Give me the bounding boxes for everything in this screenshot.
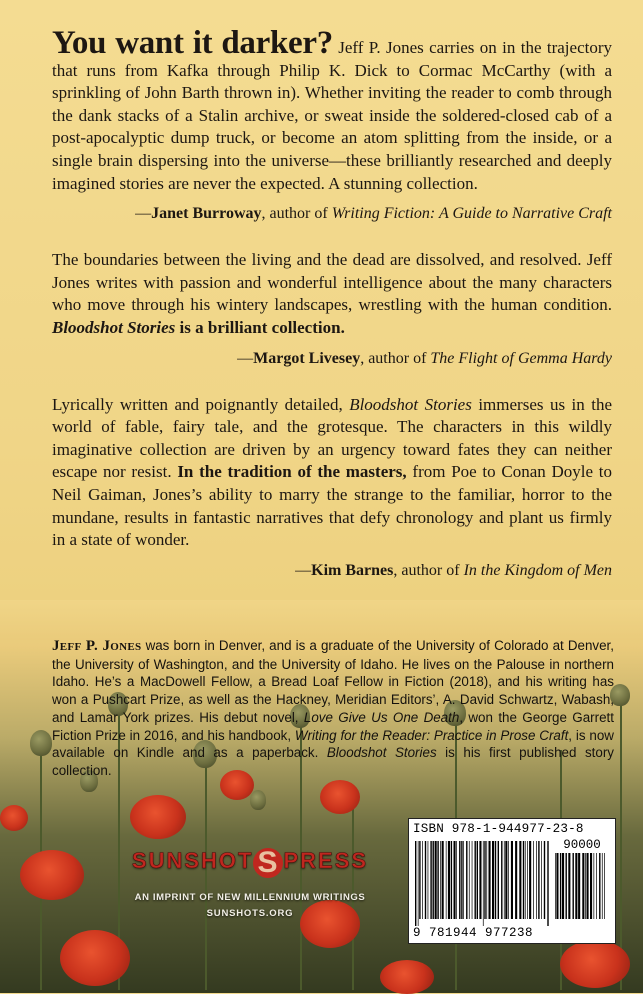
- barcode-bar: [585, 853, 586, 919]
- publisher-logo: [100, 848, 400, 919]
- price-code: 90000: [563, 838, 601, 852]
- blurb-emphasis: In the tradition of the masters,: [177, 462, 407, 482]
- sun-s-emblem-icon: S: [253, 848, 283, 878]
- barcode-bar: [508, 841, 509, 919]
- barcode-bar: [489, 841, 491, 919]
- isbn-barcode: [408, 818, 616, 944]
- barcode-bar: [442, 841, 444, 919]
- barcode-bar: [575, 853, 577, 919]
- barcode-bar: [523, 841, 524, 919]
- barcode-bar: [451, 841, 452, 919]
- attribution-livesey: [52, 348, 612, 370]
- attribution-author-of: , author of: [261, 205, 332, 223]
- barcode-bar: [536, 841, 537, 919]
- barcode-bar: [448, 841, 450, 919]
- barcode-bar: [498, 841, 499, 919]
- blurb-book-title: Bloodshot Stories: [349, 394, 472, 414]
- barcode-bar: [446, 841, 447, 919]
- barcode-bar: [495, 841, 496, 919]
- barcode-bar: [604, 853, 605, 919]
- barcode-bar: [562, 853, 564, 919]
- barcode-bar: [501, 841, 502, 919]
- barcode-bar: [544, 841, 545, 919]
- blurb-emphasis: is a brilliant collection.: [175, 317, 345, 337]
- blurb-book-title: Bloodshot Stories: [52, 317, 176, 337]
- barcode-bar: [422, 841, 423, 919]
- barcode-bar: [435, 841, 437, 919]
- barcode-bar: [454, 841, 456, 919]
- barcode-bar: [504, 841, 505, 919]
- barcode-bar: [415, 841, 416, 927]
- barcode-bar: [529, 841, 531, 919]
- barcode-bar: [419, 841, 420, 919]
- barcode-bar: [472, 841, 473, 919]
- blurb-text: The boundaries between the living and the dead are dissolved, and resolved. Jeff Jones writes with passion and wonderful intelligence about the many characters who move through his wintery landscapes, wrestling with the human condition.: [52, 250, 612, 315]
- bio-text: was born in Denver, and is a graduate of the University of Colorado at Denver, the University of Washington, and the University of Idaho. He lives on the Palouse in northern Idaho. He’s a MacDowell Fellow, a Bread Loaf Fellow in Fiction (2018), and his writing has won a Pushcart Prize, as well as the Hackney, Meridian Editors’, A. David Schwartz, Wabash, and Lamar York prizes. His debut novel,: [52, 638, 614, 725]
- barcode-bar: [459, 841, 460, 919]
- barcode-bar: [596, 853, 597, 919]
- barcode-bar: [466, 841, 467, 919]
- barcode-bar: [533, 841, 534, 919]
- barcode-bar: [555, 853, 556, 919]
- barcode-bar: [505, 841, 507, 919]
- attribution-barnes: [52, 560, 612, 582]
- blurb-burroway: [52, 25, 612, 195]
- barcode-bar: [461, 841, 462, 919]
- barcode-bar: [599, 853, 600, 919]
- attribution-author: Kim Barnes: [311, 561, 394, 579]
- barcode-bar: [573, 853, 574, 919]
- barcode-bar: [437, 841, 438, 919]
- attribution-author-of: , author of: [360, 349, 431, 367]
- barcode-bar: [556, 853, 558, 919]
- attribution-dash: —: [295, 561, 312, 579]
- blurb-barnes: [52, 394, 612, 552]
- barcode-bar: [483, 841, 484, 927]
- attribution-burroway: [52, 203, 612, 225]
- barcode-bar: [492, 841, 494, 919]
- bio-collection-title: Bloodshot Stories: [326, 745, 437, 761]
- barcode-bar: [547, 841, 548, 927]
- barcode-bar: [425, 841, 426, 919]
- attribution-author-of: , author of: [393, 561, 464, 579]
- barcode-bar: [428, 841, 429, 919]
- barcode-bar: [463, 841, 464, 919]
- ean-barcode-bars: [415, 841, 549, 927]
- barcode-bar: [433, 841, 434, 919]
- ean-digits: 9 781944 977238: [413, 926, 553, 940]
- attribution-dash: —: [237, 349, 254, 367]
- bio-handbook-title: Writing for the Reader: Practice in Prose Craft: [294, 727, 569, 743]
- barcode-bar: [430, 841, 431, 919]
- blurb-text: Jeff P. Jones carries on in the trajectory that runs from Kafka through Philip K. Dick to Cormac McCarthy (with a sprinkling of John Barth thrown in). Whether inviting the reader to comb through the dank stacks of a Stalin archive, or sweat inside the soldered-closed cab of a post-apocalyptic dump truck, or become an atom splitting from the inside, or a single brain dispersing into the universe—these brilliantly researched and deeply imagined stories are never the expected. A stunning collection.: [52, 38, 612, 193]
- back-cover-text: [52, 25, 613, 582]
- barcode-bar: [511, 841, 513, 919]
- blurb-text: from Poe to Conan Doyle to Neil Gaiman, Jones’s ability to marry the strange to the familiar, horror to the mundane, results in fantastic narratives that defy chronology and plant us firmly in a state of wonder.: [52, 462, 613, 550]
- publisher-wordmark: [100, 848, 400, 878]
- barcode-bar: [527, 841, 528, 919]
- barcode-bar: [578, 853, 580, 919]
- barcode-bar: [568, 853, 570, 919]
- barcode-bar: [566, 853, 567, 919]
- attribution-author: Margot Livesey: [253, 349, 361, 367]
- blurb-livesey: [52, 249, 612, 339]
- bio-text: , won the George Garrett Fiction Prize in 2016, and his handbook,: [52, 709, 614, 743]
- barcode-bar: [602, 853, 603, 919]
- bio-author-name: Jeff P. Jones: [52, 638, 142, 654]
- barcode-bar: [525, 841, 526, 919]
- barcode-bar: [582, 853, 584, 919]
- barcode-bar: [477, 841, 478, 919]
- barcode-bar: [541, 841, 542, 919]
- wordmark-left: SUNSHOT: [131, 848, 254, 873]
- attribution-work: Writing Fiction: A Guide to Narrative Craft: [331, 205, 612, 223]
- barcode-bar: [515, 841, 517, 919]
- author-bio: [52, 637, 614, 780]
- barcode-bar: [418, 841, 419, 927]
- barcode-bar: [479, 841, 481, 919]
- barcode-bar: [538, 841, 539, 919]
- publisher-url: SUNSHOTS.ORG: [206, 908, 294, 919]
- wordmark-right: PRESS: [283, 848, 369, 873]
- attribution-author: Janet Burroway: [151, 205, 262, 223]
- blurb-text: Lyrically written and poignantly detailed,: [52, 394, 350, 414]
- barcode-bar: [469, 841, 470, 919]
- barcode-bar: [475, 841, 476, 919]
- blurb-text: immerses us in the world of fable, fairy tale, and the grotesque. The characters in this wildly imaginative collection are driven by an urgency toward fates they can neither escape nor resist.: [52, 394, 613, 482]
- bio-novel-title: Love Give Us One Death: [303, 709, 460, 725]
- barcode-bar: [440, 841, 441, 919]
- barcode-bar: [456, 841, 457, 919]
- barcode-bar: [519, 841, 521, 919]
- bio-text: is his first published story collection.: [52, 745, 614, 778]
- publisher-tagline: AN IMPRINT OF NEW MILLENNIUM WRITINGS: [134, 892, 366, 903]
- supplement-barcode-bars: [555, 853, 607, 927]
- attribution-work: The Flight of Gemma Hardy: [430, 349, 612, 367]
- barcode-bar: [590, 853, 592, 919]
- barcode-bar: [560, 853, 561, 919]
- blurb-lead-heading: You want it darker?: [52, 25, 333, 61]
- attribution-dash: —: [135, 205, 152, 223]
- attribution-work: In the Kingdom of Men: [463, 561, 612, 579]
- barcode-bar: [484, 841, 485, 919]
- bio-text: , is now available on Kindle and as a paperback.: [52, 727, 614, 761]
- isbn-label: ISBN 978-1-944977-23-8: [413, 822, 584, 836]
- barcode-bar: [594, 853, 595, 919]
- barcode-bar: [587, 853, 589, 919]
- barcode-bar: [486, 841, 487, 919]
